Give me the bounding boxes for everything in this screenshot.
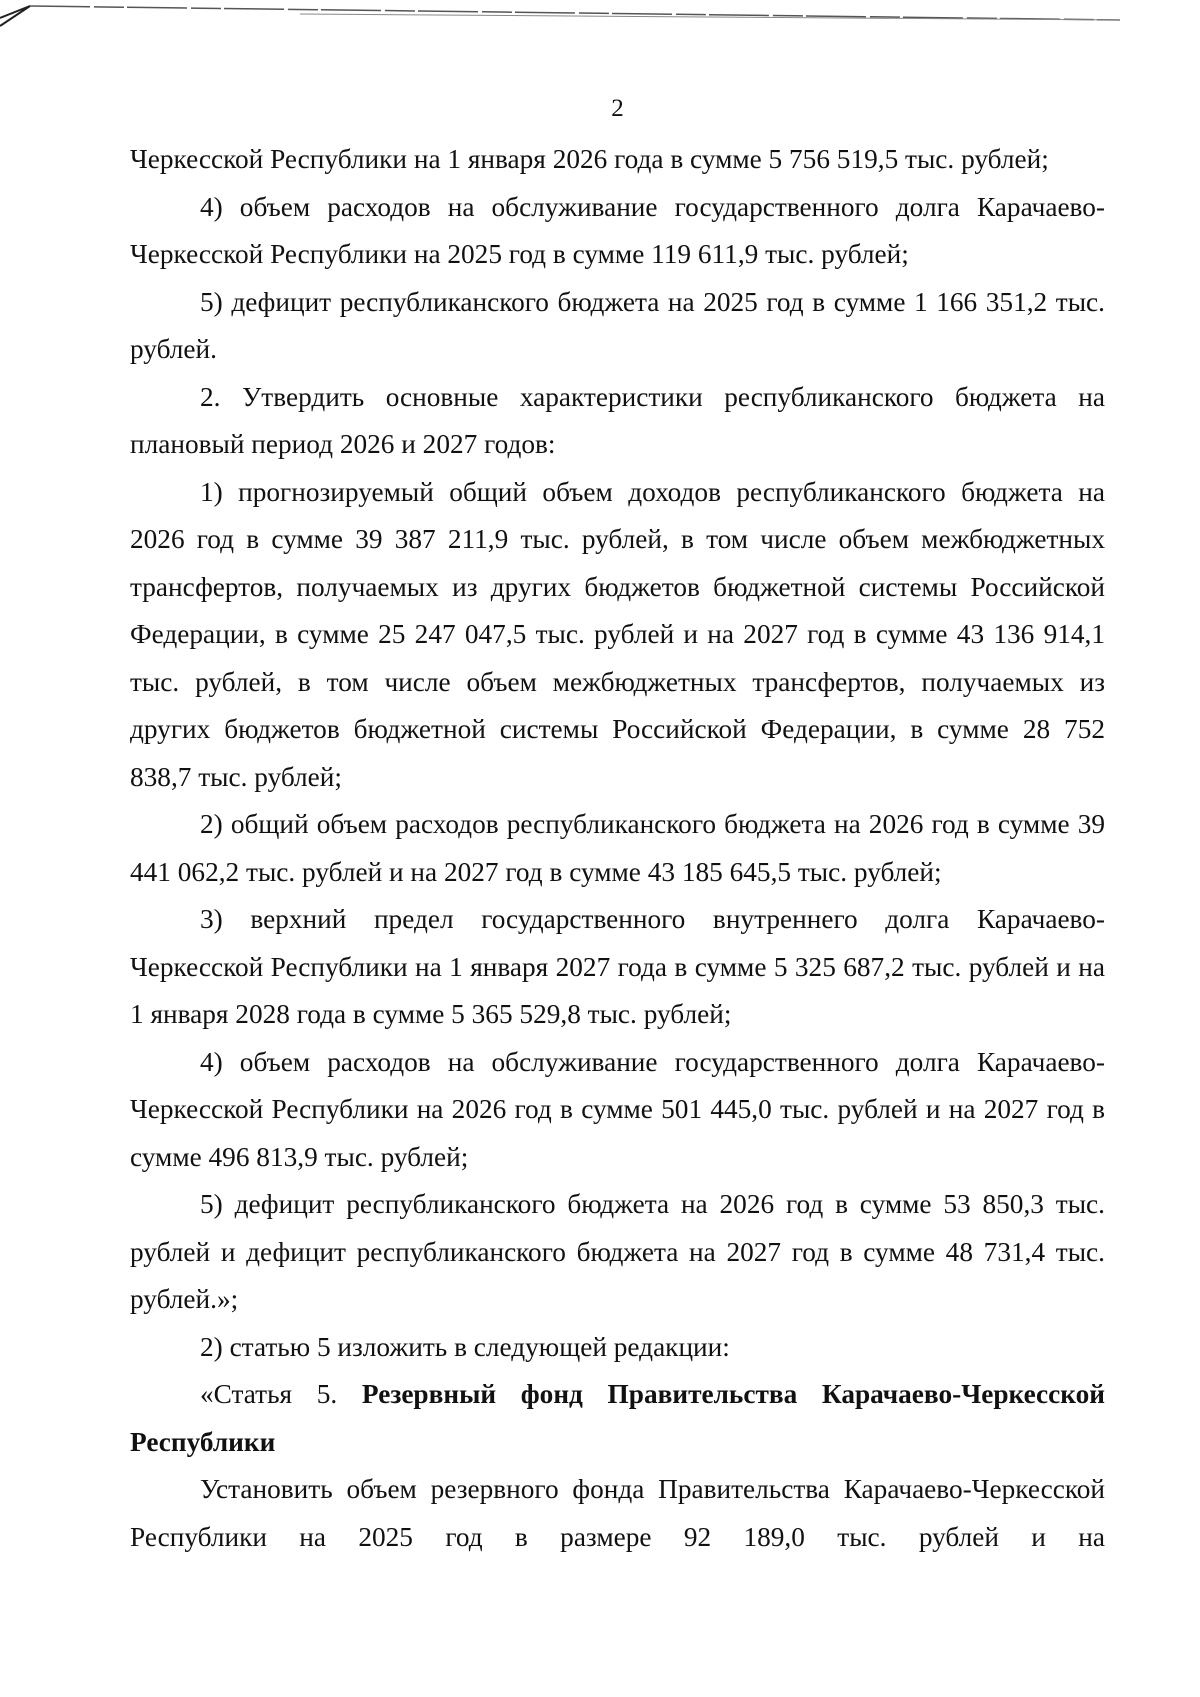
paragraph: 4) объем расходов на обслуживание государственного долга Карачаево-Черкесской Республики на 2025 год в сумме 119 611,9 тыс. рублей; xyxy=(130,191,1105,269)
final-paragraph: Установить объем резервного фонда Правительства Карачаево-Черкесской Республики на 2025 год в размере 92 189,0 тыс. рублей и на xyxy=(130,1474,1105,1552)
paragraph: Черкесской Республики на 1 января 2026 года в сумме 5 756 519,5 тыс. рублей; xyxy=(130,144,1049,174)
paragraph: 4) объем расходов на обслуживание государственного долга Карачаево-Черкесской Республики на 2026 год в сумме 501 445,0 тыс. рублей и на 2027 год в сумме 496 813,9 тыс. рублей; xyxy=(130,1046,1105,1172)
page-number: 2 xyxy=(611,95,624,122)
paragraph: 1) прогнозируемый общий объем доходов республиканского бюджета на 2026 год в сумме 39 387 211,9 тыс. рублей, в том числе объем межбюджетных трансфертов, получаемых из других бюджетов бюджетной системы Российской Федерации, в сумме 25 247 047,5 тыс. рублей и на 2027 год в сумме 43 136 914,1 тыс. рублей, в том числе объем межбюджетных трансфертов, получаемых из других бюджетов бюджетной системы Российской Федерации, в сумме 28 752 838,7 тыс. рублей; xyxy=(130,476,1105,792)
paragraph: 5) дефицит республиканского бюджета на 2025 год в сумме 1 166 351,2 тыс. рублей. xyxy=(130,286,1105,364)
article-title: Резервный фонд Правительства Карачаево-Черкесской Республики xyxy=(130,1379,1105,1457)
paragraph: 2) общий объем расходов республиканского бюджета на 2026 год в сумме 39 441 062,2 тыс. рублей и на 2027 год в сумме 43 185 645,5 тыс. рублей; xyxy=(130,809,1105,887)
paragraph: 5) дефицит республиканского бюджета на 2026 год в сумме 53 850,3 тыс. рублей и дефицит республиканского бюджета на 2027 год в сумме 48 731,4 тыс. рублей.»; xyxy=(130,1189,1105,1314)
document-page xyxy=(130,90,1105,1561)
paragraph: 2) статью 5 изложить в следующей редакции: xyxy=(200,1331,730,1362)
paragraph: 3) верхний предел государственного внутреннего долга Карачаево-Черкесской Республики на 1 января 2027 года в сумме 5 325 687,2 тыс. рублей и на 1 января 2028 года в сумме 5 365 529,8 тыс. рублей; xyxy=(130,904,1105,1029)
scan-edge-marks xyxy=(0,0,1200,30)
paragraph: 2. Утвердить основные характеристики республиканского бюджета на плановый период 2026 и 2027 годов: xyxy=(130,381,1105,459)
article-heading xyxy=(130,1371,1105,1466)
article-prefix: «Статья 5. xyxy=(200,1379,362,1409)
